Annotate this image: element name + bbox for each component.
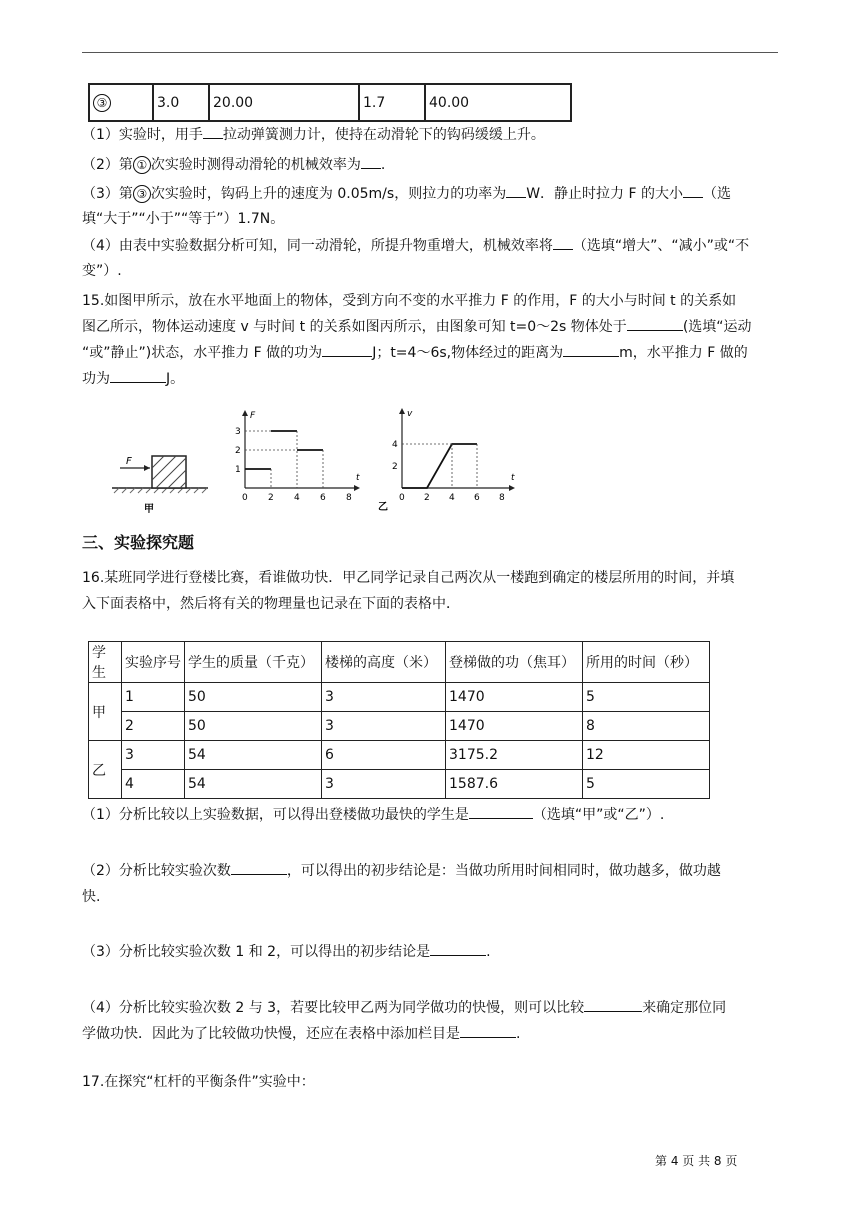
- y-axis-label: F: [250, 411, 256, 421]
- text: （3）分析比较实验次数 1 和 2，可以得出的初步结论是: [82, 944, 431, 960]
- answer-blank[interactable]: [563, 342, 619, 357]
- table-cell: 5: [583, 770, 710, 799]
- text: （1）实验时，用手: [82, 127, 203, 143]
- q15-line1: [82, 290, 736, 310]
- text: （选填“增大”、“减小”或“不: [572, 238, 750, 254]
- text: 变”）.: [82, 263, 122, 279]
- table-cell: 20.00: [209, 84, 359, 121]
- text: J；t=4～6s,物体经过的距离为: [372, 345, 564, 361]
- q15-line2: [82, 316, 752, 336]
- table-cell: 12: [583, 741, 710, 770]
- answer-blank[interactable]: [110, 368, 166, 383]
- table-cell: 8: [583, 712, 710, 741]
- q15-line3: [82, 342, 748, 362]
- table-row: [89, 712, 710, 741]
- x-tick-label: 0: [242, 493, 248, 503]
- circled-number: ①: [133, 156, 151, 174]
- x-tick-label: 4: [449, 493, 455, 503]
- x-tick-label: 8: [499, 493, 505, 503]
- arrow-head-icon: [242, 410, 248, 416]
- answer-blank[interactable]: [584, 997, 642, 1012]
- table-row: [89, 741, 710, 770]
- x-tick-label: 0: [399, 493, 405, 503]
- arrow-head-icon: [509, 485, 515, 491]
- answer-blank[interactable]: [430, 941, 486, 956]
- y-tick-label: 2: [235, 446, 241, 456]
- answer-blank[interactable]: [553, 235, 573, 250]
- y-tick-label: 3: [235, 427, 241, 437]
- circled-number: ③: [133, 185, 151, 203]
- text: 拉动弹簧测力计，使持在动滑轮下的钩码缓缓上升。: [222, 127, 545, 143]
- section-title: 三、实验探究题: [82, 533, 195, 552]
- x-axis-label: t: [511, 473, 515, 483]
- table-row: [89, 84, 571, 121]
- text: （2）分析比较实验次数: [82, 863, 231, 879]
- circled-number: ③: [93, 94, 111, 112]
- text: 学做功快．因此为了比较做功快慢，还应在表格中添加栏目是: [82, 1026, 460, 1042]
- x-tick-label: 6: [320, 493, 326, 503]
- y-tick-label: 2: [392, 462, 398, 472]
- q15-line4: [82, 368, 184, 388]
- table-cell: [89, 84, 153, 121]
- q16-part4: [82, 997, 726, 1017]
- q16-line2: [82, 593, 460, 613]
- table-cell: 3: [322, 712, 446, 741]
- student-cell: 甲: [89, 683, 122, 741]
- q14-part1: [82, 124, 545, 144]
- table-cell: 1587.6: [446, 770, 583, 799]
- stair-climb-table: [88, 641, 710, 799]
- text: .: [380, 157, 386, 173]
- table-cell: 54: [185, 741, 322, 770]
- text: 填“大于”“小于”“等于”）1.7N。: [82, 211, 285, 227]
- text: 功为: [82, 371, 110, 387]
- table-cell: 3: [122, 741, 185, 770]
- table-row: [89, 770, 710, 799]
- q16-part1: [82, 804, 664, 824]
- table-cell: 50: [185, 712, 322, 741]
- table-row: [89, 683, 710, 712]
- header-rule: [82, 52, 778, 53]
- q14-part4: [82, 235, 749, 255]
- text: （3）第: [82, 186, 133, 202]
- q16-part3: [82, 941, 491, 961]
- table-cell: 1: [122, 683, 185, 712]
- block: [152, 456, 186, 488]
- x-tick-label: 8: [346, 493, 352, 503]
- answer-blank[interactable]: [506, 183, 526, 198]
- y-axis-label: v: [407, 409, 413, 419]
- table-cell: 50: [185, 683, 322, 712]
- q16-part4-cont: [82, 1023, 520, 1043]
- table-cell: 3: [322, 770, 446, 799]
- text: “或”静止”)状态，水平推力 F 做的功为: [82, 345, 323, 361]
- force-label: F: [126, 456, 132, 467]
- y-tick-label: 4: [392, 440, 398, 450]
- x-tick-label: 4: [294, 493, 300, 503]
- table-cell: 2: [122, 712, 185, 741]
- table-cell: 3: [322, 683, 446, 712]
- table-cell: 6: [322, 741, 446, 770]
- text: 次实验时，钩码上升的速度为 0.05m/s，则拉力的功率为: [150, 186, 507, 202]
- block-diagram: [112, 456, 208, 515]
- x-tick-label: 6: [474, 493, 480, 503]
- x-tick-label: 2: [268, 493, 274, 503]
- q14-part4-cont: [82, 260, 122, 280]
- arrow-head-icon: [399, 408, 405, 414]
- arrow-head-icon: [144, 465, 150, 471]
- page-footer: 第 4 页 共 8 页: [655, 1154, 738, 1168]
- text: （2）第: [82, 157, 133, 173]
- table-header-row: [89, 642, 710, 683]
- text: 快.: [82, 889, 101, 905]
- table-cell: 3175.2: [446, 741, 583, 770]
- text: m，水平推力 F 做的: [619, 345, 748, 361]
- answer-blank[interactable]: [683, 183, 703, 198]
- x-axis-label: t: [356, 473, 360, 483]
- text: （选: [703, 186, 731, 202]
- velocity-line: [402, 444, 477, 488]
- graph-v-marks: [392, 440, 505, 503]
- experiment-table-1: [88, 83, 572, 122]
- table-cell: 1.7: [359, 84, 425, 121]
- text: .: [486, 944, 491, 960]
- graph-F-t: [235, 410, 360, 503]
- table-cell: 54: [185, 770, 322, 799]
- text: 15.如图甲所示，放在水平地面上的物体，受到方向不变的水平推力 F 的作用，F 的大小与时间 t 的关系如: [82, 293, 737, 309]
- figure-label-yi: 乙: [378, 502, 388, 513]
- table-cell: 5: [583, 683, 710, 712]
- answer-blank[interactable]: [361, 154, 381, 169]
- column-header: 学生的质量（千克）: [185, 642, 322, 683]
- q16-part2-cont: [82, 886, 100, 906]
- text: （1）分析比较以上实验数据，可以得出登楼做功最快的学生是: [82, 807, 469, 823]
- text: 来确定那位同: [642, 1000, 727, 1016]
- answer-blank[interactable]: [203, 124, 223, 139]
- y-tick-label: 1: [235, 465, 241, 475]
- text: .: [516, 1026, 521, 1042]
- text: ，可以得出的初步结论是：当做功所用时间相同时，做功越多，做功越: [286, 863, 721, 879]
- answer-blank[interactable]: [460, 1023, 516, 1038]
- column-header: 所用的时间（秒）: [583, 642, 710, 683]
- graph-v-t: [378, 408, 515, 513]
- text: 入下面表格中，然后将有关的物理量也记录在下面的表格中．: [82, 596, 460, 612]
- text: J。: [166, 371, 185, 387]
- q14-part2: [82, 154, 385, 174]
- table-cell: 3.0: [153, 84, 209, 121]
- student-cell: 乙: [89, 741, 122, 799]
- column-header: 楼梯的高度（米）: [322, 642, 446, 683]
- table-cell: 1470: [446, 712, 583, 741]
- motion-figure: [100, 400, 530, 520]
- table-cell: 1470: [446, 683, 583, 712]
- x-tick-label: 2: [424, 493, 430, 503]
- column-header: 登梯做的功（焦耳）: [446, 642, 583, 683]
- graph-F-marks: [235, 427, 352, 503]
- text: 次实验时测得动滑轮的机械效率为: [150, 157, 361, 173]
- q16-part2: [82, 860, 721, 880]
- q14-part3-cont: [82, 208, 284, 228]
- text: 图乙所示，物体运动速度 v 与时间 t 的关系如图丙所示，由图象可知 t=0～2s 物体处于: [82, 319, 627, 335]
- q16-line1: [82, 567, 734, 587]
- table-cell: 40.00: [425, 84, 571, 121]
- text: (选填“运动: [682, 319, 752, 335]
- answer-blank[interactable]: [627, 316, 683, 331]
- q14-part3: [82, 183, 731, 203]
- table-cell: 4: [122, 770, 185, 799]
- answer-blank[interactable]: [322, 342, 372, 357]
- answer-blank[interactable]: [231, 860, 287, 875]
- text: （4）由表中实验数据分析可知，同一动滑轮，所提升物重增大，机械效率将: [82, 238, 553, 254]
- text: （选填“甲”或“乙”）.: [532, 807, 665, 823]
- figure-label-jia: 甲: [144, 504, 154, 515]
- arrow-head-icon: [354, 485, 360, 491]
- text: W．静止时拉力 F 的大小: [526, 186, 683, 202]
- column-header: 实验序号: [122, 642, 185, 683]
- column-header: 学生: [89, 642, 122, 683]
- q17-line1: 17.在探究“杠杆的平衡条件”实验中：: [82, 1074, 315, 1090]
- text: 16.某班同学进行登楼比赛，看谁做功快．甲乙同学记录自己两次从一楼跑到确定的楼层所用的时间，并填: [82, 570, 735, 586]
- text: （4）分析比较实验次数 2 与 3，若要比较甲乙两为同学做功的快慢，则可以比较: [82, 1000, 585, 1016]
- answer-blank[interactable]: [469, 804, 533, 819]
